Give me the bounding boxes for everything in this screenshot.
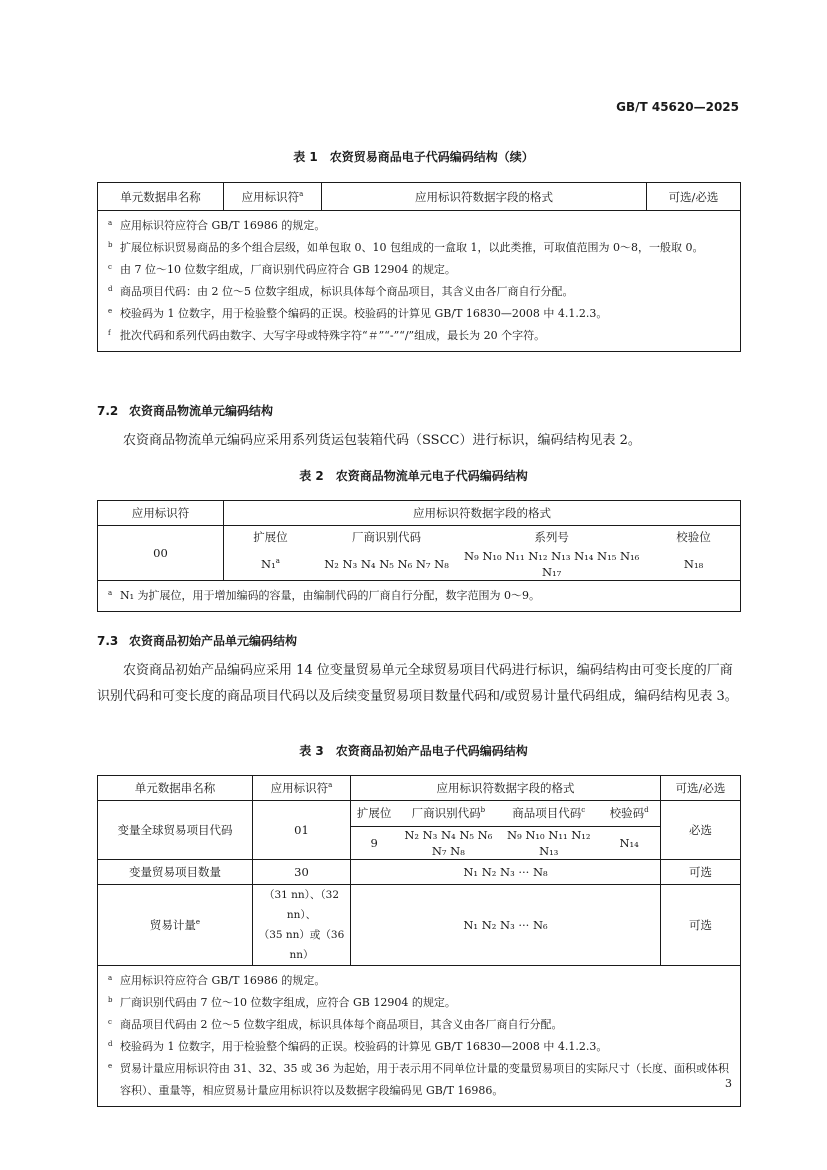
standard-number: GB/T 45620—2025: [616, 100, 739, 114]
page-number: 3: [725, 1077, 732, 1090]
t2-note-a: a N₁ 为扩展位，用于增加编码的容量，由编制代码的厂商自行分配，数字范围为 0～9。: [108, 589, 541, 602]
t1-notes: [98, 211, 741, 352]
t1-header-name: 单元数据串名称: [98, 183, 224, 211]
table2: [97, 500, 741, 612]
t1-header-format: 应用标识符数据字段的格式: [322, 183, 647, 211]
t3-row2-ai: 30: [253, 859, 351, 884]
t1-note-d: d 商品项目代码：由 2 位～5 位数字组成，标识具体每个商品项目，其含义由各厂商自行分配。: [108, 285, 574, 298]
t3-notes: [98, 965, 741, 1106]
t2-sub-header-serial: 系列号: [534, 530, 569, 544]
t1-header-ai: 应用标识符$^a$: [224, 183, 322, 211]
t1-note-c: c 由 7 位～10 位数字组成，厂商识别代码应符合 GB 12904 的规定。: [108, 263, 456, 276]
t1-note-e: e 校验码为 1 位数字，用于检验整个编码的正误。校验码的计算见 GB/T 16830—2008 中 4.1.2.3。: [108, 307, 608, 320]
t3-row1-name: 变量全球贸易项目代码: [98, 801, 253, 860]
t3-row2-format: N₁ N₂ N₃ ··· N₈: [351, 859, 661, 884]
t2-format-cell: [224, 526, 741, 581]
t3-header-req: 可选/必选: [661, 776, 741, 801]
t3-note-b: b 厂商识别代码由 7 位～10 位数字组成，应符合 GB 12904 的规定。: [108, 995, 456, 1009]
t3-sub-value-company: N₂ N₃ N₄ N₅ N₆ N₇ N₈: [397, 826, 499, 859]
t3-note-a: a 应用标识符应符合 GB/T 16986 的规定。: [108, 973, 326, 987]
t2-note: [98, 581, 741, 612]
t3-row2-name: 变量贸易项目数量: [98, 859, 253, 884]
t3-row1-format: [351, 801, 661, 860]
table1-cont: [97, 182, 741, 352]
t3-sub-header-check: 校验码$^d$: [609, 806, 649, 821]
t2-sub-header-ext: 扩展位: [253, 530, 288, 544]
section-7-3-heading: 7.3 农资商品初始产品单元编码结构: [97, 634, 298, 648]
section-7-2-heading: 7.2 农资商品物流单元编码结构: [97, 404, 274, 418]
t3-header-ai: 应用标识符$^a$: [253, 776, 351, 801]
t3-row3-ai: （31 nn）、（32 nn）、 （35 nn）或（36 nn）: [253, 884, 351, 965]
t2-sub-value-ext: N₁$^a$: [261, 557, 280, 571]
t3-sub-value-check: N₁₄: [598, 826, 660, 859]
t3-sub-header-item: 商品项目代码$^c$: [512, 806, 586, 821]
t3-row3-req: 可选: [661, 884, 741, 965]
t3-row3-format: N₁ N₂ N₃ ··· N₆: [351, 884, 661, 965]
t3-row1-ai: 01: [253, 801, 351, 860]
t2-sub-value-company: N₂ N₃ N₄ N₅ N₆ N₇ N₈: [324, 557, 449, 571]
table3-caption: 表 3 农资商品初始产品电子代码编码结构: [299, 744, 528, 758]
t3-sub-header-company: 厂商识别代码$^b$: [411, 806, 486, 821]
t1-note-b: b 扩展位标识贸易商品的多个组合层级，如单包取 0、10 包组成的一盒取 1，以此类推，可取值范围为 0～8，一般取 0。: [108, 241, 704, 254]
t3-row3-name: 贸易计量$^e$: [98, 884, 253, 965]
section-7-2-paragraph: 农资商品物流单元编码应采用系列货运包装箱代码（SSCC）进行标识，编码结构见表 2。: [123, 433, 641, 448]
t3-sub-value-ext: 9: [351, 826, 397, 859]
t1-note-a: a 应用标识符应符合 GB/T 16986 的规定。: [108, 219, 326, 232]
t3-header-format: 应用标识符数据字段的格式: [351, 776, 661, 801]
t2-header-format: 应用标识符数据字段的格式: [224, 501, 741, 526]
t2-sub-header-check: 校验位: [676, 530, 711, 544]
t2-sub-header-company: 厂商识别代码: [352, 530, 422, 544]
table3: [97, 775, 741, 1107]
t2-sub-value-serial: N₉ N₁₀ N₁₁ N₁₂ N₁₃ N₁₄ N₁₅ N₁₆ N₁₇: [464, 549, 640, 579]
table1-caption: 表 1 农资贸易商品电子代码编码结构（续）: [293, 150, 534, 164]
section-7-3-paragraph: 农资商品初始产品编码应采用 14 位变量贸易单元全球贸易项目代码进行标识，编码结构由可变长度的厂商识别代码和可变长度的商品项目代码以及后续变量贸易项目数量代码和/或贸易计量代码组成，编码结构见表 3。: [97, 663, 738, 704]
t1-header-req: 可选/必选: [647, 183, 741, 211]
t3-note-c: c 商品项目代码由 2 位～5 位数字组成，标识具体每个商品项目，其含义由各厂商自行分配。: [108, 1017, 563, 1031]
t2-ai-value: 00: [98, 526, 224, 581]
t2-format-grid: [224, 526, 740, 580]
t3-header-name: 单元数据串名称: [98, 776, 253, 801]
t3-note-d: d 校验码为 1 位数字，用于检验整个编码的正误。校验码的计算见 GB/T 16830—2008 中 4.1.2.3。: [108, 1039, 608, 1053]
t3-row1-req: 必选: [661, 801, 741, 860]
t3-note-e: e 贸易计量应用标识符由 31、32、35 或 36 为起始，用于表示用不同单位计量的变量贸易项目的实际尺寸（长度、面积或体积容积）、重量等，相应贸易计量应用标识符以及数据字段编码见 GB/T 16986。: [108, 1061, 729, 1097]
t3-sub-value-item: N₉ N₁₀ N₁₁ N₁₂ N₁₃: [499, 826, 598, 859]
t1-note-f: f 批次代码和系列代码由数字、大写字母或特殊字符“＃”“-”“/”组成，最长为 20 个字符。: [108, 329, 546, 342]
t3-sub-header-ext: 扩展位: [356, 806, 392, 821]
t2-sub-value-check: N₁₈: [683, 557, 704, 571]
t3-row2-req: 可选: [661, 859, 741, 884]
t3-row1-format-grid: [351, 801, 660, 859]
table2-caption: 表 2 农资商品物流单元电子代码编码结构: [299, 469, 528, 483]
t2-header-ai: 应用标识符: [98, 501, 224, 526]
